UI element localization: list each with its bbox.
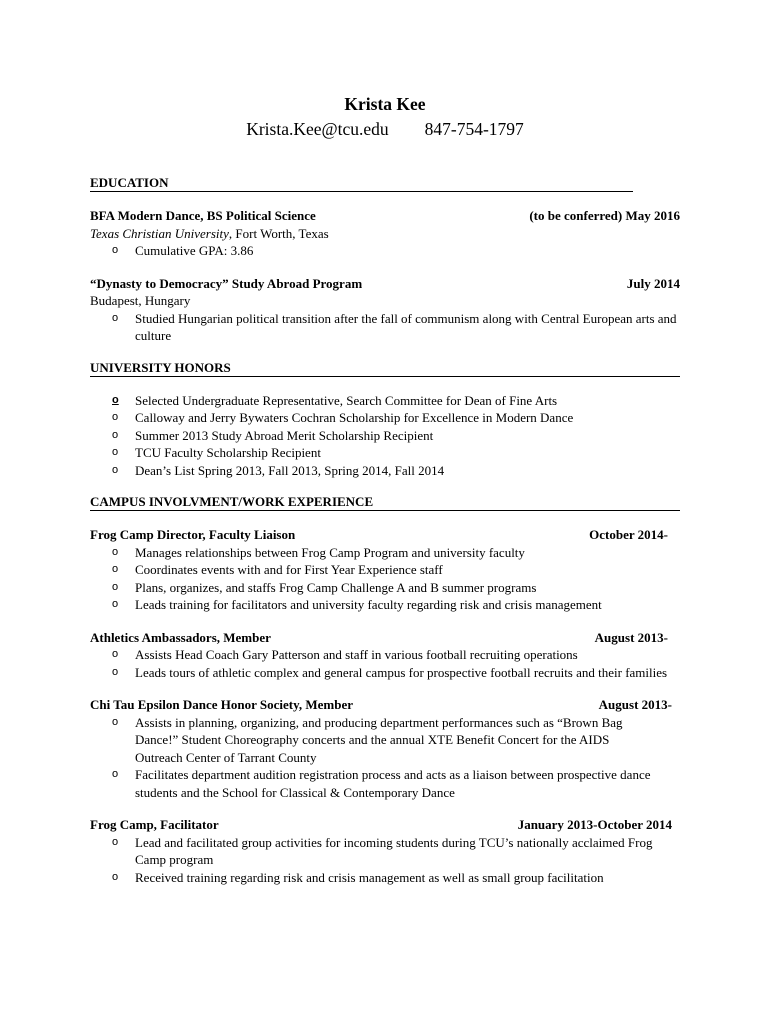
resume-header [90,93,680,141]
program-title: “Dynasty to Democracy” Study Abroad Program [90,275,363,291]
experience-entry [90,816,672,886]
list-item: o Dean’s List Spring 2013, Fall 2013, Spring 2014, Fall 2014 [112,462,445,478]
program-date: July 2014 [626,275,680,291]
experience-heading: CAMPUS INVOLVMENT/WORK EXPERIENCE [90,494,680,511]
degree-date: (to be conferred) May 2016 [529,208,680,223]
list-item: o Selected Undergraduate Representative, Search Committee for Dean of Fine Arts [112,392,558,408]
role-title: Athletics Ambassadors, Member [90,629,271,645]
program-location: Budapest, Hungary [90,293,191,308]
bullet-mark: o [112,311,119,324]
role-title: Frog Camp Director, Faculty Liaison [90,527,296,542]
school-line [90,225,680,243]
experience-entry [90,629,668,682]
list-item: o Plans, organizes, and staffs Frog Camp Challenge A and B summer programs [112,579,537,595]
role-date: August 2013- [598,697,672,712]
list-item: o Manages relationships between Frog Camp Program and university faculty [112,544,525,560]
bullet-mark: o [112,393,119,406]
list-item: o Cumulative GPA: 3.86 [112,243,254,258]
bullet-mark: o [112,598,119,610]
list-item: o Lead and facilitated group activities for incoming students during TCU’s nationally acclaimed Frog Camp program [112,834,653,867]
education-entry [90,207,680,260]
list-item: o Coordinates events with and for First Year Experience staff [112,562,443,577]
contact-line [90,117,680,141]
bullet-mark: o [112,411,119,423]
bullet-mark: o [112,545,119,558]
list-item: o Received training regarding risk and crisis management as well as small group facilitation [112,869,604,885]
school-name: Texas Christian University [90,225,229,241]
bullet-mark: o [112,428,119,441]
role-title: Frog Camp, Facilitator [90,817,219,832]
honors-list [90,392,680,480]
bullet-mark: o [112,648,119,660]
school-location: , Fort Worth, Texas [228,225,329,241]
experience-entry [90,526,668,614]
bullet-mark: o [112,244,119,256]
list-item: o Facilitates department audition registration process and acts as a liaison between prospective dance students and the School for Classical & Contemporary Dance [112,767,651,800]
list-item: o Calloway and Jerry Bywaters Cochran Scholarship for Excellence in Modern Dance [112,410,574,425]
honors-heading: UNIVERSITY HONORS [90,360,680,377]
degree-title: BFA Modern Dance, BS Political Science [90,208,316,223]
role-title: Chi Tau Epsilon Dance Honor Society, Member [90,697,354,712]
education-entry [90,275,680,345]
bullet-mark: o [112,563,119,575]
list-item: o Assists Head Coach Gary Patterson and staff in various football recruiting operations [112,647,578,662]
bullet-mark: o [112,665,119,678]
role-date: August 2013- [594,629,668,645]
candidate-name: Krista Kee [344,94,426,114]
bullet-mark: o [112,463,119,476]
email: Krista.Kee@tcu.edu [246,119,389,139]
bullet-mark: o [112,446,119,458]
list-item: o Summer 2013 Study Abroad Merit Scholarship Recipient [112,427,434,443]
list-item: o Assists in planning, organizing, and producing department performances such as “Brown Bag Dance!” Student Choreography concerts and the annual XTE Benefit Concert for the AIDS Outreach Center of Tarrant County [112,714,623,765]
experience-entry [90,696,672,801]
bullet-mark: o [112,870,119,883]
list-item: o TCU Faculty Scholarship Recipient [112,445,321,460]
education-heading: EDUCATION [90,175,633,192]
list-item: o Studied Hungarian political transition after the fall of communism along with Central European arts and culture [112,310,677,343]
resume-page [90,93,680,886]
bullet-mark: o [112,580,119,593]
bullet-mark: o [112,835,119,848]
phone: 847-754-1797 [424,119,524,139]
role-date: October 2014- [589,527,668,542]
list-item: o Leads training for facilitators and university faculty regarding risk and crisis management [112,597,602,612]
bullet-mark: o [112,768,119,780]
list-item: o Leads tours of athletic complex and general campus for prospective football recruits and their families [112,664,668,680]
role-date: January 2013-October 2014 [517,817,672,832]
bullet-mark: o [112,715,119,728]
